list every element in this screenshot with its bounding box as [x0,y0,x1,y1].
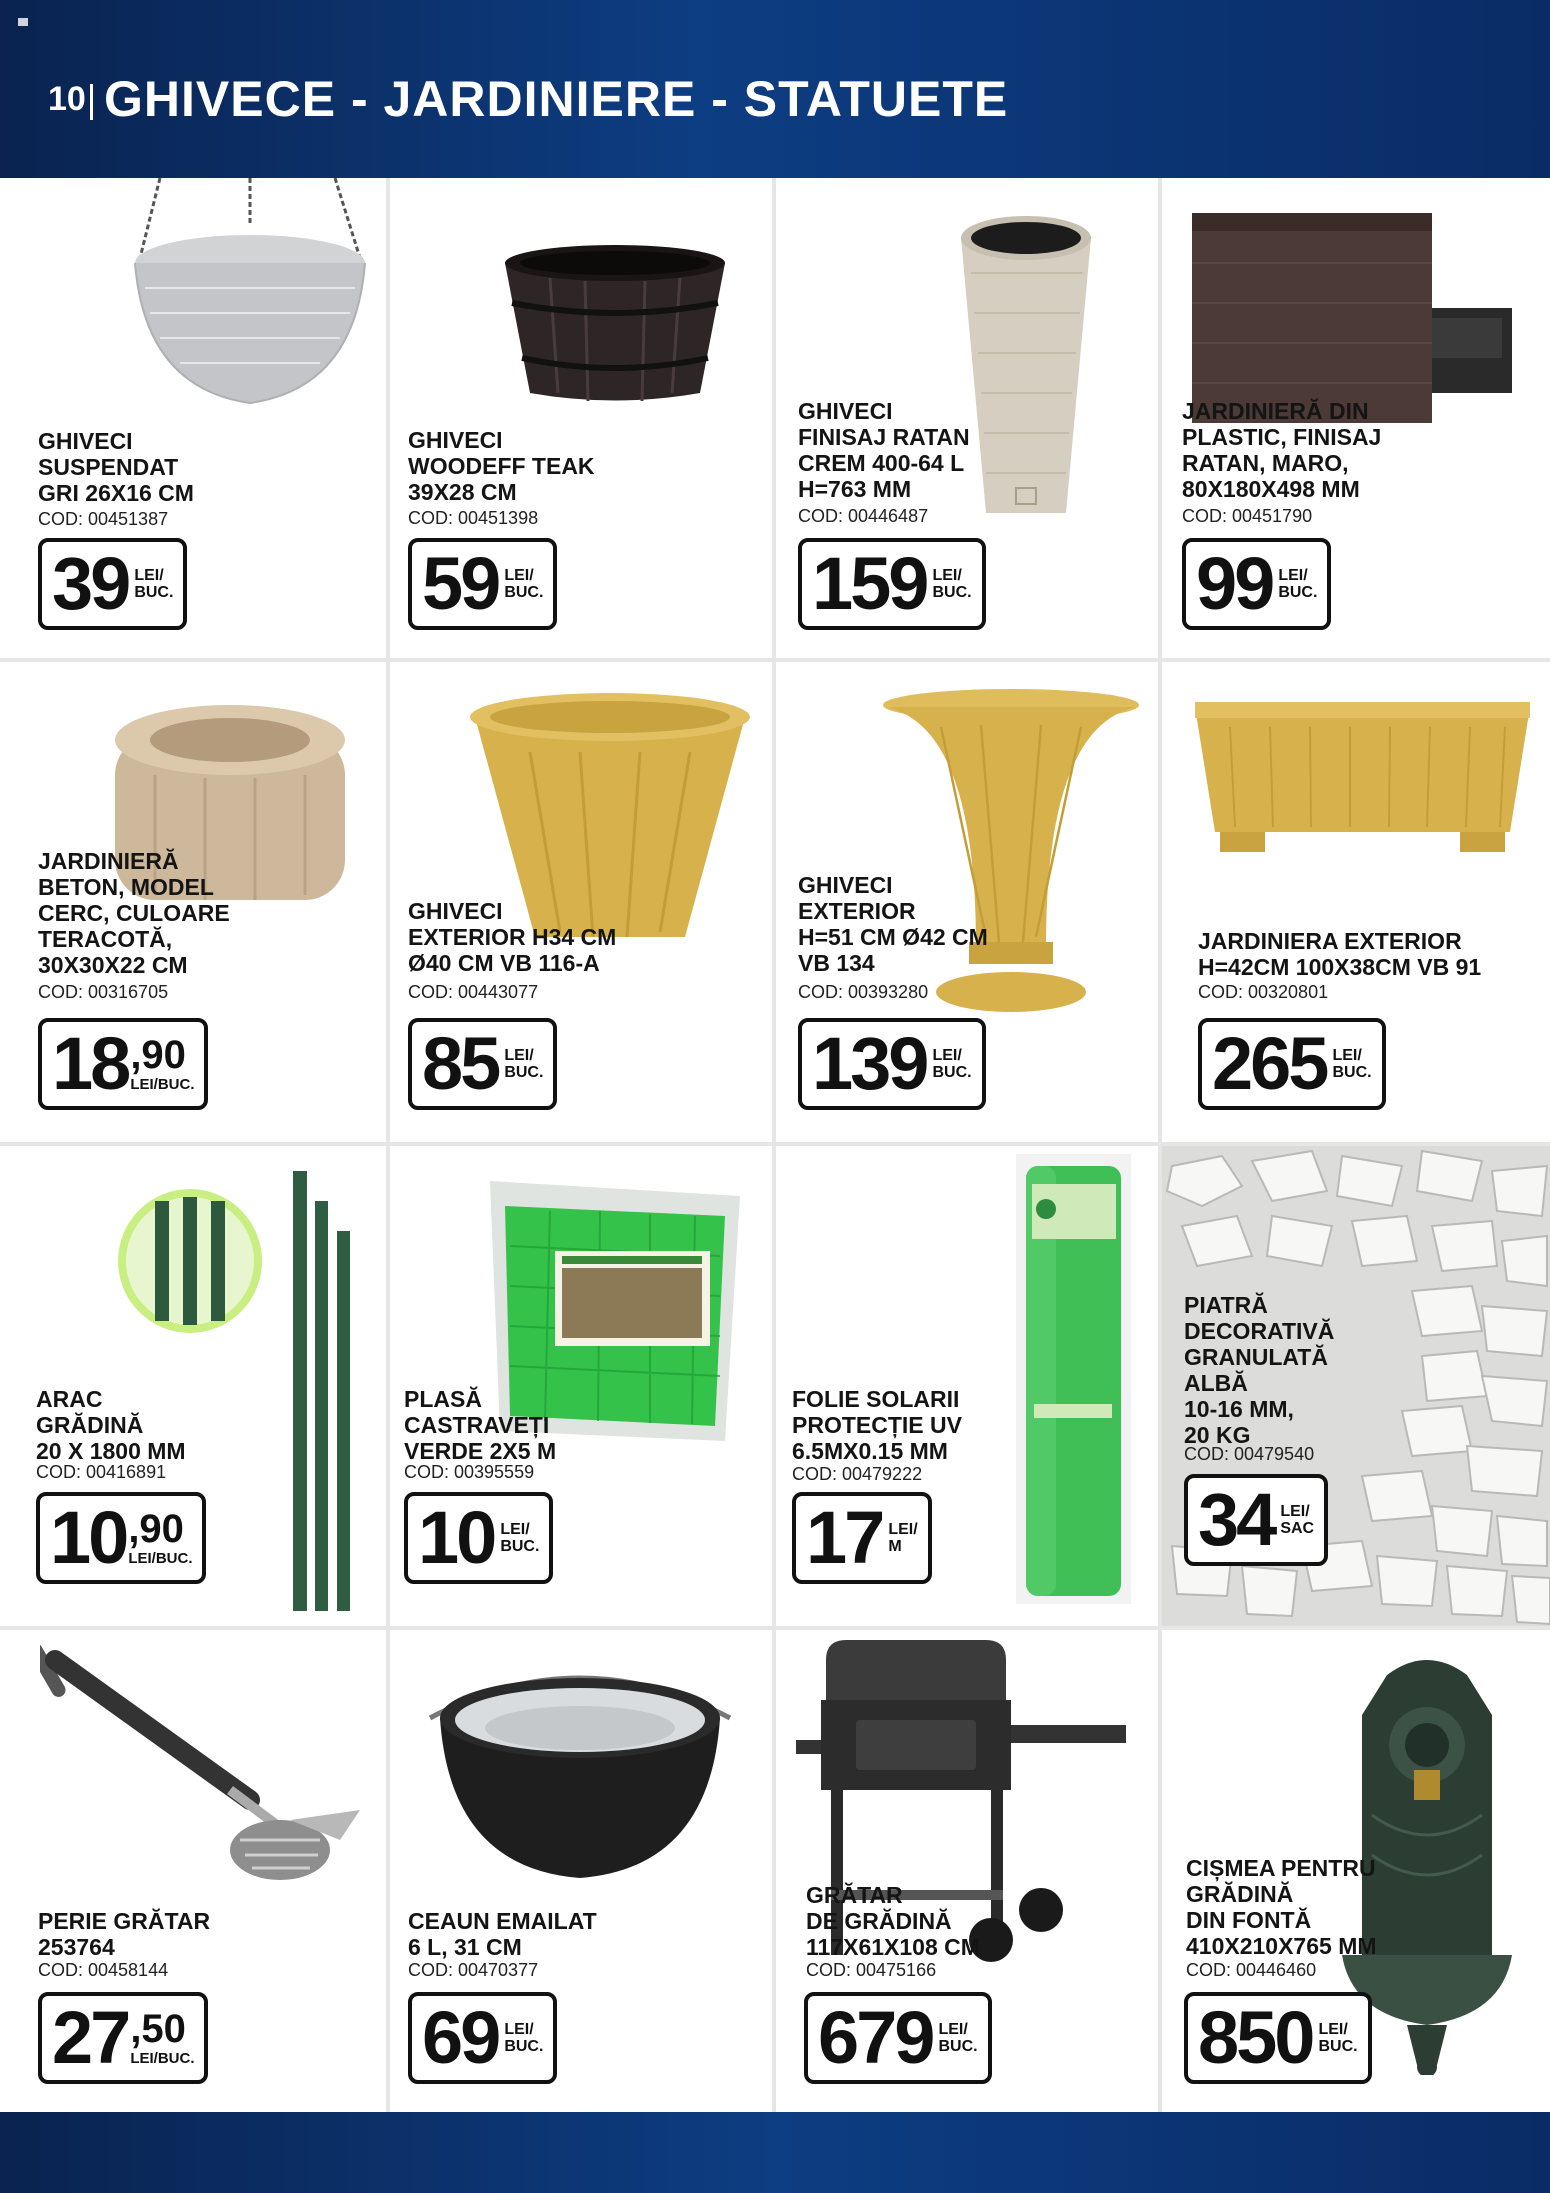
product-card[interactable] [390,1146,772,1626]
price-value: 10 [418,1496,495,1579]
product-name: GHIVECI FINISAJ RATAN CREM 400-64 L H=763 MM [798,398,970,502]
product-card[interactable] [776,178,1158,658]
product-name: GHIVECI EXTERIOR H=51 CM Ø42 CM VB 134 [798,872,988,976]
price-value: 17 [806,1496,883,1579]
product-code: COD: 00320801 [1198,982,1329,1002]
price-unit: LEI/ SAC [1280,1503,1315,1537]
price-tag [36,1492,206,1584]
price-tag [1184,1474,1328,1566]
product-code: COD: 00393280 [798,982,929,1002]
product-name: JARDINIERĂ BETON, MODEL CERC, CULOARE TERACOTĂ, 30X30X22 CM [38,848,230,978]
price-value: 18 [52,1022,129,1105]
product-name: GHIVECI EXTERIOR H34 CM Ø40 CM VB 116-A [408,898,617,976]
product-name: PERIE GRĂTAR 253764 [38,1908,211,1960]
barrel-pot-image [500,243,730,408]
product-name: JARDINIERĂ DIN PLASTIC, FINISAJ RATAN, MARO, 80X180X498 MM [1182,398,1382,502]
price-unit: LEI/ BUC. [504,2021,544,2055]
price-tag [38,1018,208,1110]
price-unit: LEI/ BUC. [1332,1047,1372,1081]
product-name: CIȘMEA PENTRU GRĂDINĂ DIN FONTĂ 410X210X765 MM [1186,1855,1377,1959]
product-card[interactable] [1162,1146,1550,1626]
product-code: COD: 00446460 [1186,1960,1317,1980]
product-card[interactable] [1162,1630,1550,2112]
grill-brush-image [40,1640,380,1890]
price-value: 39 [52,542,129,625]
price-value: 265 [1212,1022,1327,1105]
product-card[interactable] [390,178,772,658]
price-value: 10 [50,1496,127,1579]
page-title: GHIVECE - JARDINIERE - STATUETE [104,71,1009,127]
yellow-planter-image [1190,697,1535,867]
product-code: COD: 00316705 [38,982,169,1002]
product-card[interactable] [776,1146,1158,1626]
flag-icon [18,18,28,26]
price-tag [408,538,557,630]
product-card[interactable] [0,1146,386,1626]
price-value: 99 [1196,542,1273,625]
price-unit: LEI/ BUC. [134,567,174,601]
price-tag [1198,1018,1386,1110]
price-value: 59 [422,542,499,625]
price-unit: LEI/ BUC. [500,1521,540,1555]
product-code: COD: 00395559 [404,1462,535,1482]
page-number: 10 [48,80,86,118]
product-code: COD: 00479540 [1184,1444,1315,1464]
product-name: GHIVECI WOODEFF TEAK 39X28 CM [408,427,595,505]
product-name: FOLIE SOLARII PROTECȚIE UV 6.5MX0.15 MM [792,1386,962,1464]
price-tag [38,1992,208,2084]
price-value: 69 [422,1996,499,2079]
product-code: COD: 00451398 [408,508,539,528]
product-card[interactable] [390,662,772,1142]
price-value: 27 [52,1996,129,2079]
header-divider [90,84,93,120]
enamel-pot-image [410,1648,750,1888]
price-unit: LEI/ BUC. [932,1047,972,1081]
price-decimal: ,90 [128,1506,184,1551]
price-unit: LEI/ BUC. [1318,2021,1358,2055]
product-name: PIATRĂ DECORATIVĂ GRANULATĂ ALBĂ 10-16 MM, 20 KG [1184,1292,1335,1448]
price-decimal: ,90 [130,1032,186,1077]
product-name: PLASĂ CASTRAVEȚI VERDE 2X5 M [404,1386,557,1464]
product-name: JARDINIERA EXTERIOR H=42CM 100X38CM VB 91 [1198,928,1482,980]
product-grid [0,178,1550,2112]
page-header [0,0,1550,178]
price-tag [408,1992,557,2084]
tall-rattan-pot-image [956,213,1096,523]
product-name: GRĂTAR DE GRĂDINĂ 117X61X108 CM [806,1882,980,1960]
price-unit: LEI/ BUC. [938,2021,978,2055]
product-code: COD: 00451790 [1182,506,1313,526]
price-tag [38,538,187,630]
price-unit: LEI/ M [888,1521,918,1555]
price-value: 139 [812,1022,927,1105]
product-name: ARAC GRĂDINĂ 20 X 1800 MM [36,1386,186,1464]
page-footer [0,2112,1550,2193]
price-unit: LEI/BUC. [130,1075,195,1093]
price-tag [408,1018,557,1110]
hanging-pot-image [120,178,380,408]
product-name: GHIVECI SUSPENDAT GRI 26X16 CM [38,428,194,506]
price-value: 85 [422,1022,499,1105]
price-tag [804,1992,992,2084]
product-card[interactable] [1162,662,1550,1142]
price-value: 34 [1198,1478,1275,1561]
price-decimal: ,50 [130,2006,186,2051]
price-unit: LEI/ BUC. [1278,567,1318,601]
product-code: COD: 00458144 [38,1960,169,1980]
price-tag [798,538,986,630]
price-unit: LEI/ BUC. [504,567,544,601]
product-card[interactable] [1162,178,1550,658]
price-tag [798,1018,986,1110]
price-value: 850 [1198,1996,1313,2079]
product-code: COD: 00416891 [36,1462,167,1482]
price-tag [792,1492,932,1584]
product-card[interactable] [776,662,1158,1142]
price-unit: LEI/ BUC. [932,567,972,601]
price-unit: LEI/BUC. [128,1549,193,1567]
price-unit: LEI/ BUC. [504,1047,544,1081]
product-card[interactable] [0,1630,386,2112]
product-card[interactable] [390,1630,772,2112]
price-value: 159 [812,542,927,625]
product-code: COD: 00446487 [798,506,929,526]
product-code: COD: 00470377 [408,1960,539,1980]
product-code: COD: 00443077 [408,982,539,1002]
product-code: COD: 00451387 [38,509,169,529]
price-unit: LEI/BUC. [130,2049,195,2067]
product-card[interactable] [0,662,386,1142]
price-tag [1182,538,1331,630]
product-card[interactable] [776,1630,1158,2112]
product-code: COD: 00479222 [792,1464,923,1484]
price-tag [1184,1992,1372,2084]
product-card[interactable] [0,178,386,658]
price-value: 679 [818,1996,933,2079]
product-name: CEAUN EMAILAT 6 L, 31 CM [408,1908,597,1960]
product-code: COD: 00475166 [806,1960,937,1980]
solar-film-roll-image [1016,1154,1131,1604]
price-tag [404,1492,553,1584]
